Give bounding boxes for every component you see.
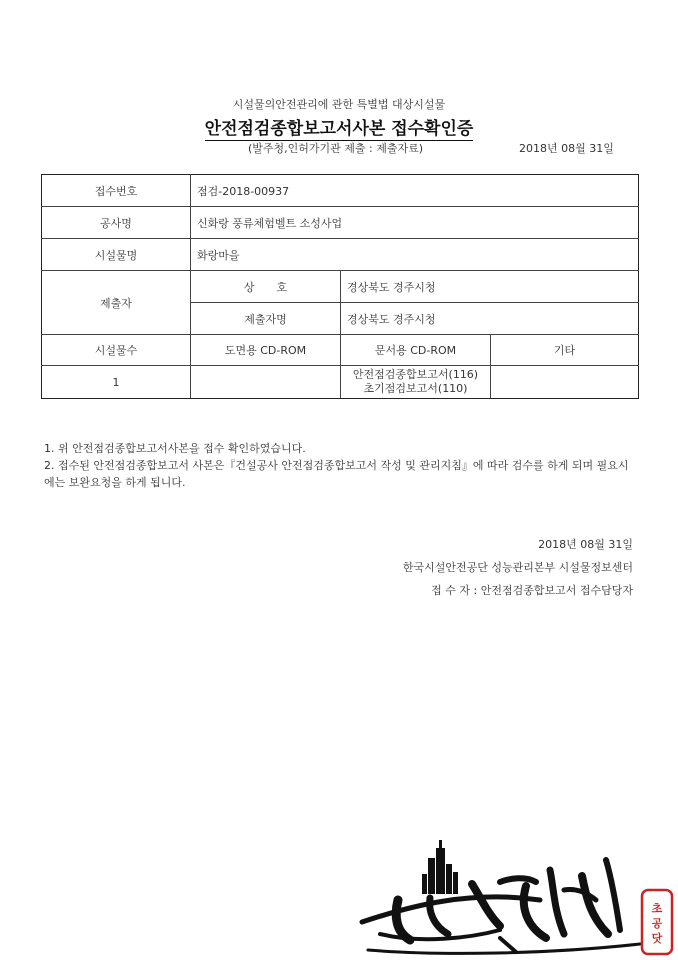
issue-date: 2018년 08월 31일	[538, 538, 633, 551]
receiver: 접 수 자 : 안전점검종합보고서 접수담당자	[431, 584, 633, 597]
submitter-name-value: 경상북도 경주시청	[341, 303, 639, 335]
submitter-label: 제출자	[42, 271, 191, 335]
count-label: 시설물수	[42, 335, 191, 366]
project-label: 공사명	[42, 207, 191, 239]
receipt-no-value: 점검-2018-00937	[191, 175, 639, 207]
facility-label: 시설물명	[42, 239, 191, 271]
logo-text: 초공닷컴	[470, 908, 474, 909]
document-title-text: 안전점검종합보고서사본 접수확인증	[204, 119, 474, 139]
receipt-no-label: 접수번호	[42, 175, 191, 207]
header-date: 2018년 08월 31일	[519, 142, 614, 155]
company-value: 경상북도 경주시청	[341, 271, 639, 303]
row-company	[42, 271, 639, 303]
document-title	[0, 114, 678, 139]
doc-cd-value	[341, 366, 491, 399]
row-project	[42, 207, 639, 239]
svg-text:닷: 닷	[651, 932, 663, 945]
etc-label: 기타	[491, 335, 639, 366]
calligraphy-logo-mark	[362, 860, 640, 953]
project-value: 신화랑 풍류체험벨트 소성사업	[191, 207, 639, 239]
submitter-name-label: 제출자명	[191, 303, 341, 335]
count-value: 1	[42, 366, 191, 399]
row-facility	[42, 239, 639, 271]
svg-text:초: 초	[651, 902, 663, 915]
submission-note: (발주청,인허가기관 제출 : 제출자료)	[248, 142, 424, 155]
etc-value	[491, 366, 639, 399]
skyline-icon	[422, 840, 458, 894]
row-count-values	[42, 366, 639, 399]
red-stamp-icon	[642, 890, 672, 954]
drawing-cd-value	[191, 366, 341, 399]
facility-value: 화랑마을	[191, 239, 639, 271]
row-count-header	[42, 335, 639, 366]
document-subtitle: 시설물의안전관리에 관한 특별법 대상시설물	[232, 98, 446, 111]
drawing-cd-label: 도면용 CD-ROM	[191, 335, 341, 366]
doc-cd-label: 문서용 CD-ROM	[341, 335, 491, 366]
paragraph-1: 1. 위 안전점검종합보고서사본을 접수 확인하였습니다.	[44, 442, 306, 455]
paragraph-2: 2. 접수된 안전점검종합보고서 사본은『건설공사 안전점검종합보고서 작성 및 관리지침』에 따라 검수를 하게 되며 필요시에는 보완요청을 하게 됩니다.	[44, 459, 629, 489]
chogong-logo-seal	[350, 830, 678, 960]
doc-cd-line-2: 초기점검보고서(110)	[363, 382, 468, 395]
row-receipt-no	[42, 175, 639, 207]
receipt-table	[41, 174, 639, 399]
issuer: 한국시설안전공단 성능관리본부 시설물정보센터	[402, 561, 633, 574]
svg-text:공: 공	[651, 917, 663, 930]
company-label: 상 호	[191, 271, 341, 303]
doc-cd-line-1: 안전점검종합보고서(116)	[352, 368, 479, 381]
